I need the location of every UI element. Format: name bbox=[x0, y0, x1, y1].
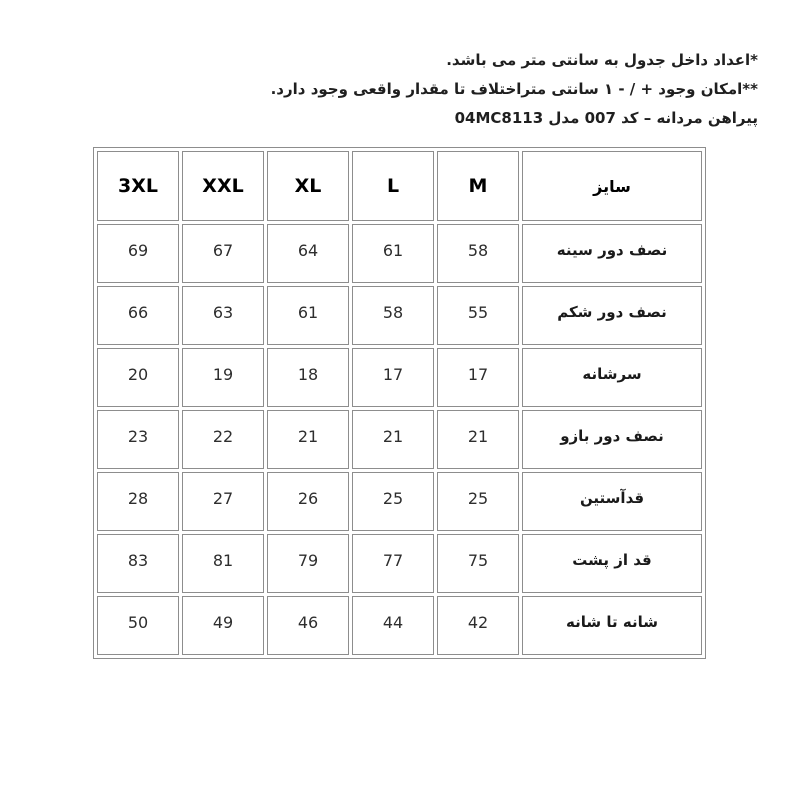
row-label-sleeve: قدآستین bbox=[522, 472, 702, 531]
cell-sleeve-m: 25 bbox=[437, 472, 519, 531]
table-row-back-length bbox=[97, 534, 702, 593]
cell-waist-xl: 61 bbox=[267, 286, 349, 345]
column-header-3xl: 3XL bbox=[97, 151, 179, 221]
product-title: پیراهن مردانه – کد 007 مدل 04MC8113 bbox=[454, 109, 758, 127]
cell-shoulder-m: 17 bbox=[437, 348, 519, 407]
cell-back-length-xl: 79 bbox=[267, 534, 349, 593]
column-header-size: سایز bbox=[522, 151, 702, 221]
row-label-waist: نصف دور شکم bbox=[522, 286, 702, 345]
column-header-l: L bbox=[352, 151, 434, 221]
cell-chest-xl: 64 bbox=[267, 224, 349, 283]
cell-chest-l: 61 bbox=[352, 224, 434, 283]
cell-sleeve-xl: 26 bbox=[267, 472, 349, 531]
cell-sleeve-3xl: 28 bbox=[97, 472, 179, 531]
cell-shoulder-to-shoulder-xxl: 49 bbox=[182, 596, 264, 655]
note-centimeter: *اعداد داخل جدول به سانتی متر می باشد. bbox=[446, 51, 758, 69]
cell-waist-xxl: 63 bbox=[182, 286, 264, 345]
cell-shoulder-to-shoulder-3xl: 50 bbox=[97, 596, 179, 655]
cell-arm-3xl: 23 bbox=[97, 410, 179, 469]
cell-back-length-xxl: 81 bbox=[182, 534, 264, 593]
cell-shoulder-l: 17 bbox=[352, 348, 434, 407]
row-label-shoulder-to-shoulder: شانه تا شانه bbox=[522, 596, 702, 655]
table-row-sleeve bbox=[97, 472, 702, 531]
cell-chest-3xl: 69 bbox=[97, 224, 179, 283]
cell-chest-m: 58 bbox=[437, 224, 519, 283]
cell-sleeve-l: 25 bbox=[352, 472, 434, 531]
row-label-chest: نصف دور سینه bbox=[522, 224, 702, 283]
table-row-chest bbox=[97, 224, 702, 283]
note-tolerance: **امکان وجود + / - ۱ سانتی متراختلاف تا مقدار واقعی وجود دارد. bbox=[270, 80, 758, 98]
size-table bbox=[93, 147, 706, 659]
cell-chest-xxl: 67 bbox=[182, 224, 264, 283]
cell-back-length-l: 77 bbox=[352, 534, 434, 593]
cell-shoulder-xl: 18 bbox=[267, 348, 349, 407]
table-row-shoulder-to-shoulder bbox=[97, 596, 702, 655]
cell-shoulder-xxl: 19 bbox=[182, 348, 264, 407]
footnotes-block bbox=[271, 46, 758, 133]
cell-arm-xl: 21 bbox=[267, 410, 349, 469]
row-label-shoulder: سرشانه bbox=[522, 348, 702, 407]
table-row-arm bbox=[97, 410, 702, 469]
cell-sleeve-xxl: 27 bbox=[182, 472, 264, 531]
cell-shoulder-3xl: 20 bbox=[97, 348, 179, 407]
table-row-waist bbox=[97, 286, 702, 345]
row-label-arm: نصف دور بازو bbox=[522, 410, 702, 469]
cell-back-length-m: 75 bbox=[437, 534, 519, 593]
row-label-back-length: قد از پشت bbox=[522, 534, 702, 593]
cell-waist-3xl: 66 bbox=[97, 286, 179, 345]
cell-back-length-3xl: 83 bbox=[97, 534, 179, 593]
cell-shoulder-to-shoulder-m: 42 bbox=[437, 596, 519, 655]
cell-arm-xxl: 22 bbox=[182, 410, 264, 469]
table-row-shoulder bbox=[97, 348, 702, 407]
cell-waist-l: 58 bbox=[352, 286, 434, 345]
cell-shoulder-to-shoulder-l: 44 bbox=[352, 596, 434, 655]
cell-waist-m: 55 bbox=[437, 286, 519, 345]
header-row bbox=[97, 151, 702, 221]
cell-arm-m: 21 bbox=[437, 410, 519, 469]
cell-arm-l: 21 bbox=[352, 410, 434, 469]
column-header-m: M bbox=[437, 151, 519, 221]
cell-shoulder-to-shoulder-xl: 46 bbox=[267, 596, 349, 655]
column-header-xl: XL bbox=[267, 151, 349, 221]
column-header-xxl: XXL bbox=[182, 151, 264, 221]
